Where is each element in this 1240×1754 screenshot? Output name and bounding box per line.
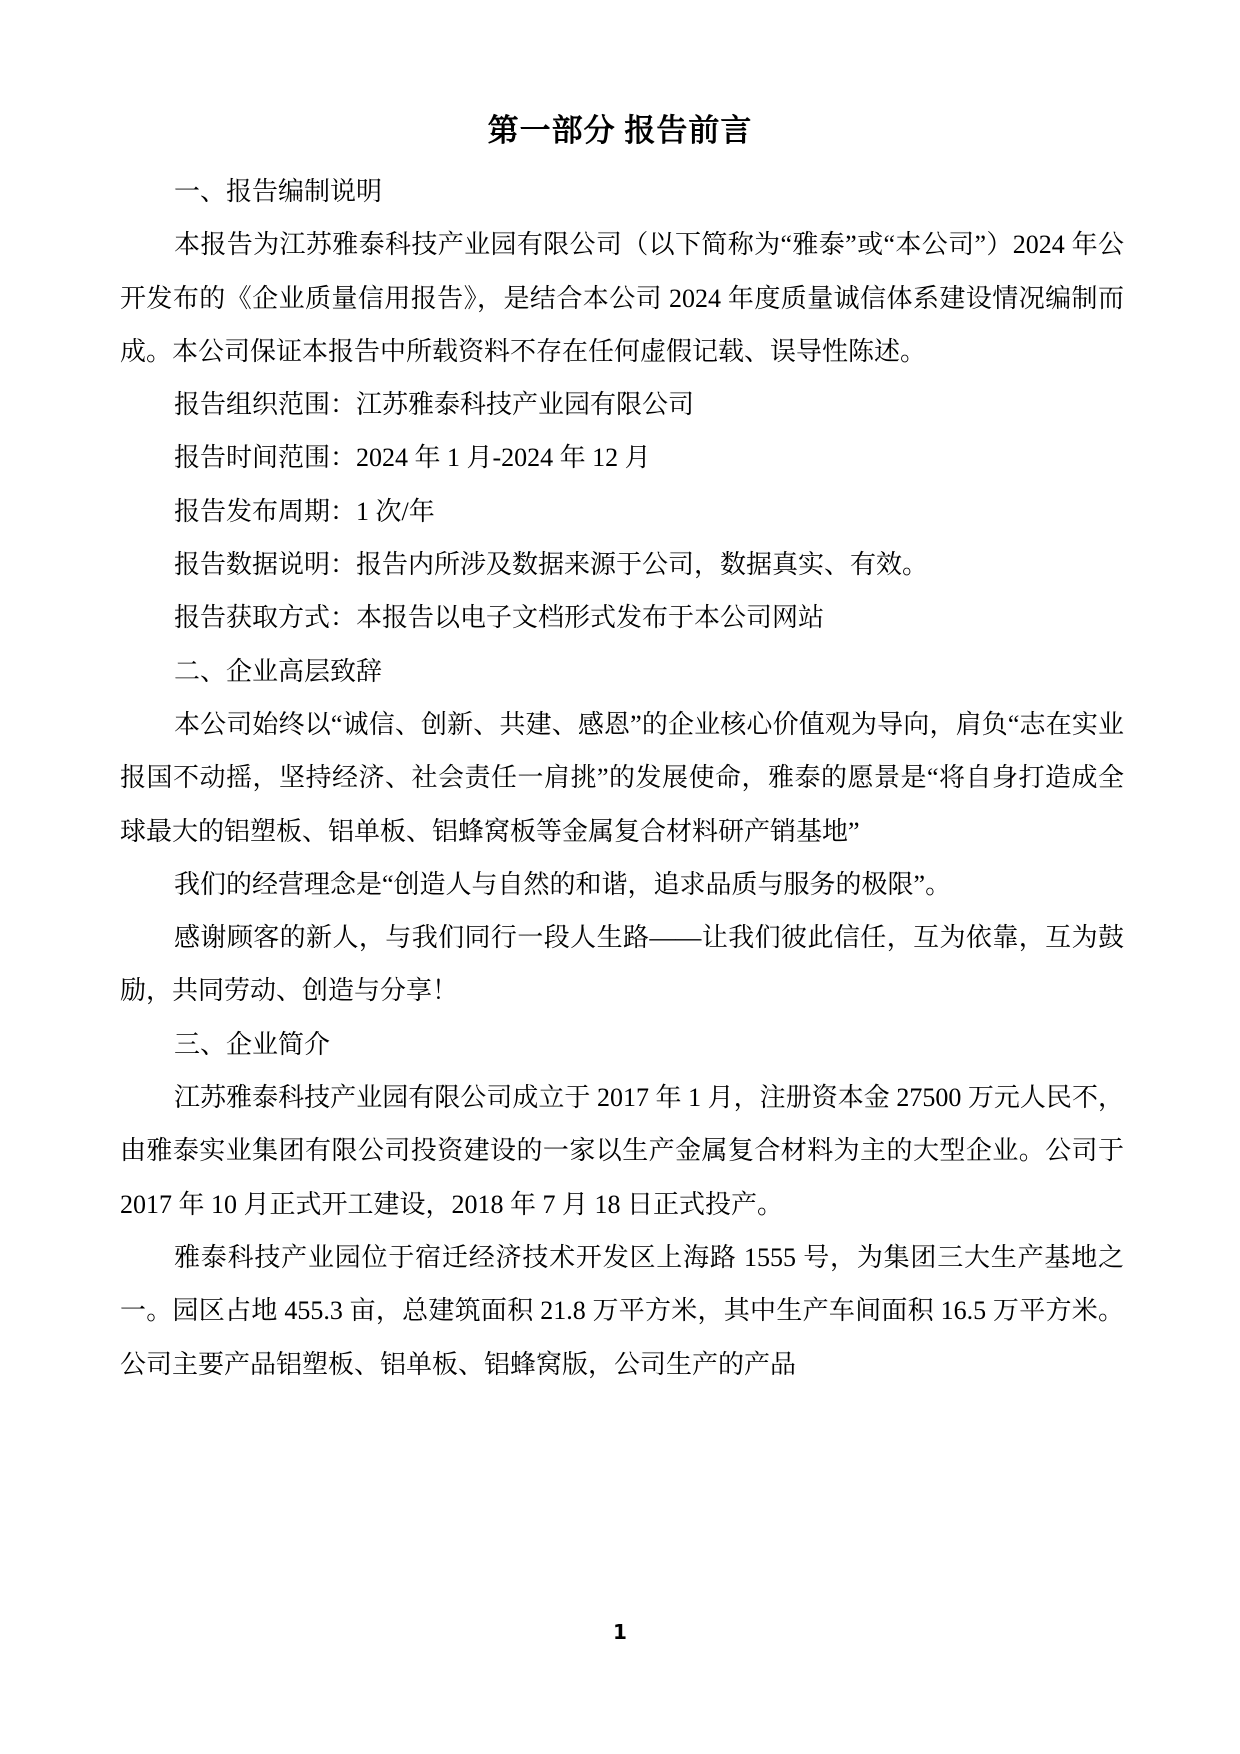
section-heading-2: 二、企业高层致辞 <box>174 656 383 686</box>
paragraph-report-intro: 本报告为江苏雅泰科技产业园有限公司（以下简称为“雅泰”或“本公司”）2024 年公开发布的《企业质量信用报告》，是结合本公司 2024 年度质量诚信体系建设情况编制而成。本公司保证本报告中所载资料不存在任何虚假记载、误导性陈述。 <box>120 230 1124 366</box>
paragraph-company-founding: 江苏雅泰科技产业园有限公司成立于 2017 年 1 月，注册资本金 27500 万元人民不，由雅泰实业集团有限公司投资建设的一家以生产金属复合材料为主的大型企业。公司于 2017 年 10 月正式开工建设，2018 年 7 月 18 日正式投产。 <box>120 1083 1124 1219</box>
paragraph-report-period: 报告时间范围：2024 年 1 月-2024 年 12 月 <box>174 443 651 473</box>
document-body <box>120 165 1124 1391</box>
paragraph-report-access: 报告获取方式：本报告以电子文档形式发布于本公司网站 <box>174 603 825 633</box>
paragraph-report-frequency: 报告发布周期：1 次/年 <box>174 496 435 526</box>
page-footer <box>0 1620 1240 1644</box>
paragraph-report-data-note: 报告数据说明：报告内所涉及数据来源于公司，数据真实、有效。 <box>174 550 929 580</box>
section-heading-1: 一、报告编制说明 <box>174 177 383 206</box>
paragraph-values-mission: 本公司始终以“诚信、创新、共建、感恩”的企业核心价值观为导向，肩负“志在实业报国不动摇，坚持经济、社会责任一肩挑”的发展使命，雅泰的愿景是“将自身打造成全球最大的铝塑板、铝单板、铝蜂窝板等金属复合材料研产销基地” <box>120 709 1124 846</box>
section-heading-3: 三、企业简介 <box>174 1029 331 1059</box>
paragraph-report-scope: 报告组织范围：江苏雅泰科技产业园有限公司 <box>174 390 695 420</box>
page-number: 1 <box>613 1620 627 1644</box>
paragraph-customer-thanks: 感谢顾客的新人，与我们同行一段人生路——让我们彼此信任，互为依靠，互为鼓励，共同劳动、创造与分享！ <box>120 923 1124 1006</box>
document-title: 第一部分 报告前言 <box>487 113 753 148</box>
paragraph-business-philosophy: 我们的经营理念是“创造人与自然的和谐，追求品质与服务的极限”。 <box>174 869 952 899</box>
paragraph-company-location: 雅泰科技产业园位于宿迁经济技术开发区上海路 1555 号，为集团三大生产基地之一。园区占地 455.3 亩，总建筑面积 21.8 万平方米，其中生产车间面积 16.5 万平方米。公司主要产品铝塑板、铝单板、铝蜂窝版，公司生产的产品 <box>120 1242 1124 1379</box>
